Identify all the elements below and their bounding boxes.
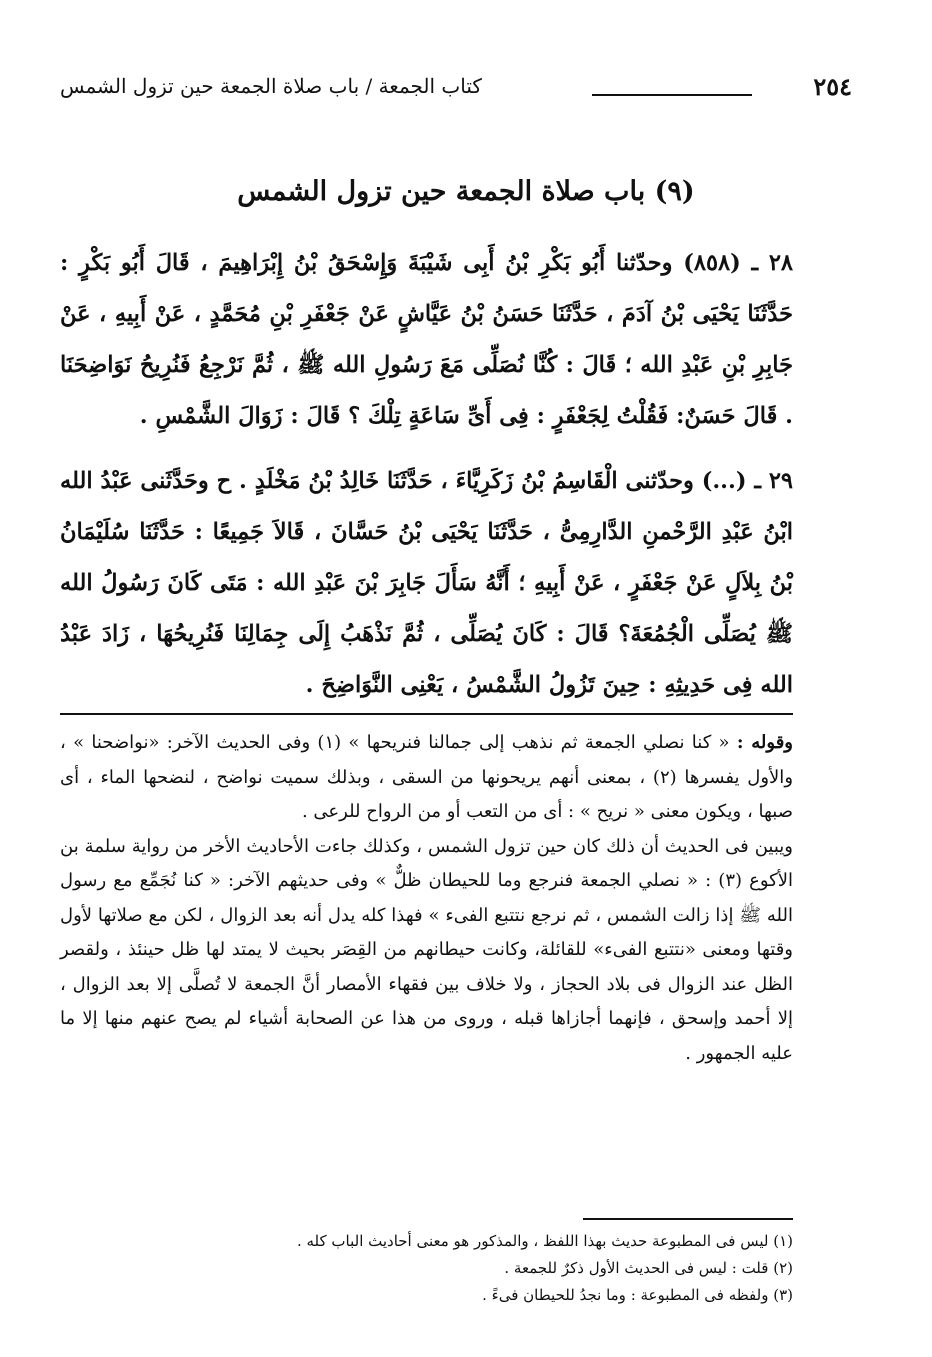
commentary-paragraph <box>60 726 793 830</box>
hadith-28: ٢٨ ـ (٨٥٨) وحدّثنا أَبُو بَكْرِ بْنُ أَبِى شَيْبَةَ وَإِسْحَقُ بْنُ إِبْرَاهِيمَ ، قَالَ أَبُو بَكْرٍ : حَدَّثَنَا يَحْيَى بْنُ آدَمَ ، حَدَّثَنَا حَسَنُ بْنُ عَيَّاشٍ عَنْ جَعْفَرِ بْنِ مُحَمَّدٍ ، عَنْ أَبِيهِ ، عَنْ جَابِرِ بْنِ عَبْدِ الله ؛ قَالَ : كُنَّا نُصَلِّى مَعَ رَسُولِ الله ﷺ ، ثُمَّ نَرْجِعُ فَنُرِيحُ نَوَاضِحَنَا . قَالَ حَسَنٌ: فَقُلْتُ لِجَعْفَرٍ : فِى أَىِّ سَاعَةٍ تِلْكَ ؟ قَالَ : زَوَالَ الشَّمْسِ . <box>60 250 793 429</box>
hadith-29: ٢٩ ـ (...) وحدّثنى الْقَاسِمُ بْنُ زَكَرِيَّاءَ ، حَدَّثَنَا خَالِدُ بْنُ مَخْلَدٍ . ح وحَدَّثَنى عَبْدُ الله ابْنُ عَبْدِ الرَّحْمنِ الدَّارِمِىُّ ، حَدَّثَنَا يَحْيَى بْنُ حَسَّانَ ، قَالاَ جَمِيعًا : حَدَّثَنَا سُلَيْمَانُ بْنُ بِلاَلٍ عَنْ جَعْفَرٍ ، عَنْ أَبِيهِ ؛ أَنَّهُ سَأَلَ جَابِرَ بْنَ عَبْدِ الله : مَتَى كَانَ رَسُولُ الله ﷺ يُصَلِّى الْجُمُعَةَ؟ قَالَ : كَانَ يُصَلِّى ، ثُمَّ نَذْهَبُ إِلَى جِمَالِنَا فَنُرِيحُهَا ، زَادَ عَبْدُ الله فِى حَدِيثِهِ : حِينَ تَزُولُ الشَّمْسُ ، يَعْنِى النَّوَاضِحَ . <box>60 468 793 698</box>
commentary <box>60 726 793 1071</box>
header-rule <box>592 94 752 96</box>
footnote-3: (٣) ولفظه فى المطبوعة : وما نجدُ للحيطان فىءً . <box>482 1286 793 1304</box>
commentary-lead: وقوله : <box>736 732 793 753</box>
footnote-1: (١) ليس فى المطبوعة حديث بهذا اللفظ ، والمذكور هو معنى أحاديث الباب كله . <box>296 1232 793 1250</box>
running-header <box>60 72 852 106</box>
hadith-body <box>60 238 793 725</box>
commentary-separator <box>60 713 793 715</box>
footnotes <box>200 1228 793 1309</box>
commentary-paragraph <box>60 830 793 1072</box>
chapter-title: (٩) باب صلاة الجمعة حين تزول الشمس <box>237 176 695 207</box>
commentary-text: « كنا نصلي الجمعة ثم نذهب إلى جمالنا فنريحها » (١) وفى الحديث الآخر: «نواضحنا » ، والأول يفسرها (٢) ، بمعنى أنهم يريحونها من السقى ، وبذلك سميت نواضح ، لنضحها الماء ، أى صبها ، ويكون معنى « نريح » : أى من التعب أو من الرواح للرعى . <box>60 732 794 822</box>
footnote-2: (٢) قلت : ليس فى الحديث الأول ذكرٌ للجمعة . <box>504 1259 793 1277</box>
running-title: كتاب الجمعة / باب صلاة الجمعة حين تزول الشمس <box>60 74 482 98</box>
commentary-text: ويبين فى الحديث أن ذلك كان حين تزول الشمس ، وكذلك جاءت الأحاديث الأخر من رواية سلمة بن الأكوع (٣) : « نصلي الجمعة فنرجع وما للحيطان ظلٌّ » وفى حديثهم الآخر: « كنا نُجَمِّع مع رسول الله ﷺ إذا زالت الشمس ، ثم نرجع نتتبع الفىء » فهذا كله يدل أنه بعد الزوال ، لكن مع صلاتها لأول وقتها ومعنى «نتتبع الفىء» للقائلة، وكانت حيطانهم من القِصَر بحيث لا يمتد لها ظل حينئذ ، ولقصر الظل عند الزوال فى بلاد الحجاز ، ولا خلاف بين فقهاء الأمصار أنَّ الجمعة لا تُصلَّى إلا بعد الزوال ، إلا أحمد وإسحق ، فإنهما أجازاها قبله ، وروى من هذا عن الصحابة أشياء لم يصح عنهم منها إلا ما عليه الجمهور . <box>60 835 793 1064</box>
page-number: ٢٥٤ <box>813 72 852 101</box>
footnote-separator <box>583 1218 793 1220</box>
